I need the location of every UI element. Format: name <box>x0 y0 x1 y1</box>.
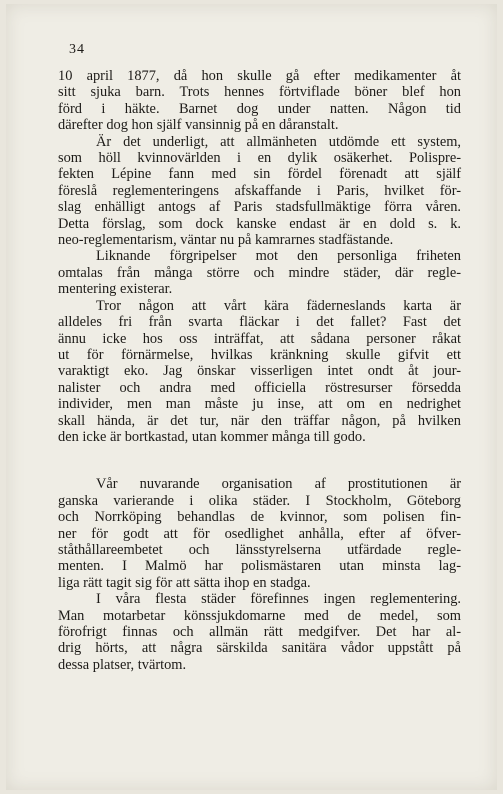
text-line: ståthållareembetet och länsstyrelserna utfärdade regle- <box>58 541 461 558</box>
text-line: alldeles fri från svarta fläckar i det fallet? Fast det <box>58 314 461 331</box>
text-line: Liknande förgripelser mot den personliga friheten <box>96 248 461 265</box>
paragraph <box>58 591 461 673</box>
text-line: den icke är bortkastad, utan kommer många till godo. <box>58 428 366 445</box>
section-gap <box>58 445 461 476</box>
paragraph <box>58 68 461 134</box>
text-line: Är det underligt, att allmänheten utdömde ett system, <box>96 133 461 150</box>
text-line: därefter dog hon själf vansinnig på en dåranstalt. <box>58 117 339 134</box>
text-line: Detta förslag, som dock kanske endast är en dold s. k. <box>58 215 461 232</box>
body-text <box>58 68 461 673</box>
text-line: och Norrköping behandlas de kvinnor, som polisen fin- <box>58 509 461 526</box>
text-line: ännu icke hos oss inträffat, att sådana personer råkat <box>58 330 461 347</box>
text-line: drig hörts, att några särskilda sanitära vådor uppstått på <box>58 640 461 657</box>
paragraph <box>58 248 461 297</box>
text-line: neo-reglementarism, väntar nu på kamrarnes stadfästande. <box>58 232 394 249</box>
section-1 <box>58 68 461 445</box>
text-line: dessa platser, tvärtom. <box>58 656 187 673</box>
text-line: 10 april 1877, då hon skulle gå efter medikamenter åt <box>58 68 461 84</box>
text-line: menten. I Malmö har polismästaren utan minsta lag- <box>58 558 461 575</box>
text-line: mentering existerar. <box>58 281 173 298</box>
page-number: 34 <box>69 42 85 57</box>
text-line: Man motarbetar könssjukdomarne med de medel, som <box>58 607 461 624</box>
text-line: sitt sjuka barn. Trots hennes förtviflade böner blef hon <box>58 84 461 101</box>
text-line: fekten Lépine fann med sin fördel förenadt att själf <box>58 166 461 183</box>
text-line: ganska varierande i olika städer. I Stockholm, Göteborg <box>58 492 461 509</box>
text-line: individer, men man måste ju inse, att om en nedrighet <box>58 396 461 413</box>
text-line: som höll kvinnovärlden i en dylik osäkerhet. Polispre- <box>58 150 461 167</box>
text-line: Vår nuvarande organisation af prostitutionen är <box>96 476 461 493</box>
text-line: varaktigt eko. Jag önskar visserligen intet ondt åt jour- <box>58 363 461 380</box>
text-line: liga rätt tagit sig för att sätta ihop en stadga. <box>58 574 311 591</box>
text-line: skall hända, är det tur, när den träffar någon, på hvilken <box>58 412 461 429</box>
text-line: nalister och andra med officiella röstresurser försedda <box>58 379 461 396</box>
text-line: förd i häkte. Barnet dog under natten. Någon tid <box>58 100 461 117</box>
text-line: I våra flesta städer förefinnes ingen reglementering. <box>96 591 461 608</box>
text-line: förofrigt finnas och allmän rätt medgifver. Det har al- <box>58 624 461 640</box>
paragraph <box>58 134 461 249</box>
text-line: slag enhälligt antogs af Paris stadsfullmäktige förra våren. <box>58 199 461 216</box>
text-line: Tror någon att vårt kära fäderneslands karta är <box>96 297 461 314</box>
book-page <box>6 4 497 790</box>
text-line: föreslå reglementeringens afskaffande i Paris, hvilket för- <box>58 182 461 199</box>
paragraph <box>58 476 461 591</box>
section-2 <box>58 476 461 673</box>
text-line: ner för godt att för osedlighet anhålla, efter af öfver- <box>58 525 461 542</box>
text-line: ut för förnärmelse, hvilkas kränkning skulle gifvit ett <box>58 346 461 363</box>
paragraph <box>58 298 461 446</box>
text-line: omtalas från många större och mindre städer, där regle- <box>58 264 461 281</box>
